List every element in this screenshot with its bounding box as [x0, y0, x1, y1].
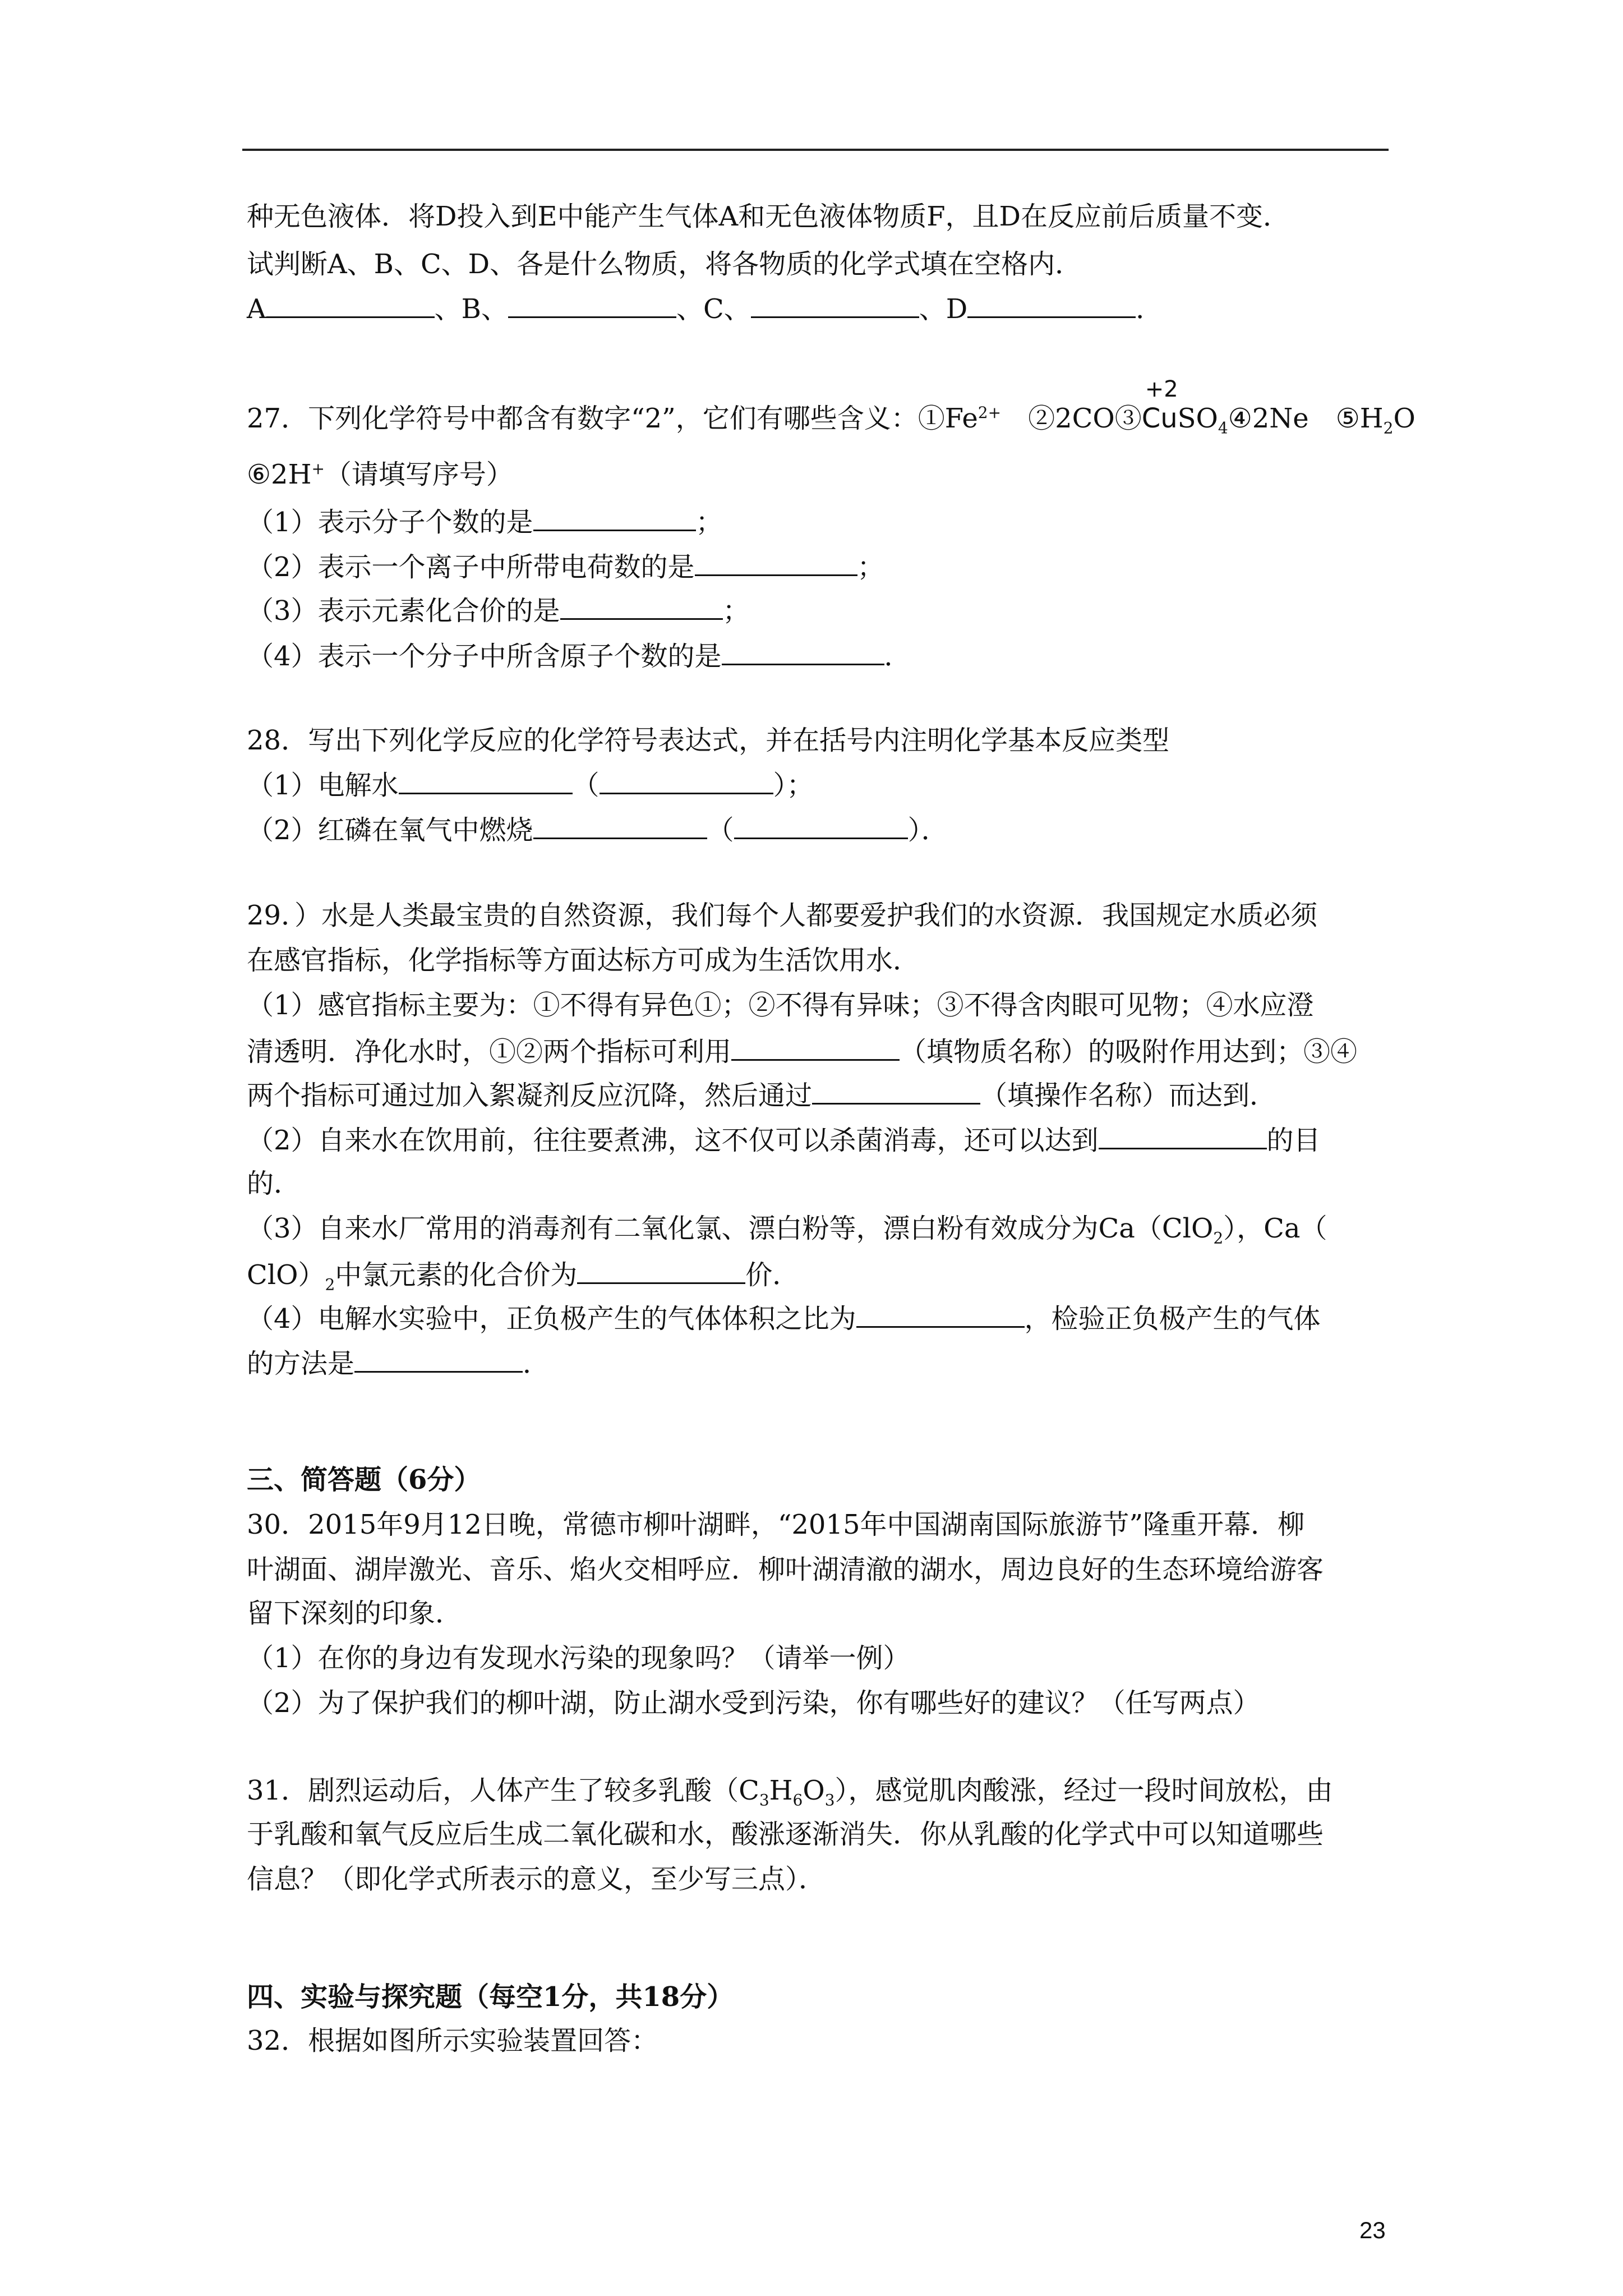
section-3-title: 三、简答题（6分）	[247, 1464, 481, 1496]
q29-line2: 在感官指标，化学指标等方面达标方可成为生活饮用水．	[247, 945, 920, 976]
cu-valence-symbol: +2 Cu	[1141, 376, 1178, 434]
q31-line2: 于乳酸和氧气反应后生成二氧化碳和水，酸涨逐渐消失．你从乳酸的化学式中可以知道哪些	[247, 1819, 1324, 1850]
q29-line6: （2）自来水在饮用前，往往要煮沸，这不仅可以杀菌消毒，还可以达到 的目	[247, 1125, 1321, 1156]
q26-answer-line: A 、B、 、C、 、D ．	[247, 293, 1163, 325]
q27-blank-3[interactable]	[560, 596, 723, 620]
q28-stem: 28．写出下列化学反应的化学符号表达式，并在括号内注明化学基本反应类型	[247, 725, 1170, 756]
q26-line2: 试判断A、B、C、D、各是什么物质，将各物质的化学式填在空格内．	[247, 249, 1082, 280]
q27-stem: 27．下列化学符号中都含有数字“2”，它们有哪些含义：$①Fe^{2+}$ ②2CO③ +2 CuSO$_4$④2Ne $⑤H_2O$	[247, 376, 1415, 438]
q29-blank-4[interactable]	[577, 1260, 745, 1284]
page-number: 23	[1359, 2217, 1386, 2243]
q28-blank-1a[interactable]	[399, 770, 573, 794]
answer-blank-d[interactable]	[967, 294, 1136, 318]
q29-blank-5[interactable]	[856, 1304, 1025, 1328]
q29-line5: 两个指标可通过加入絮凝剂反应沉降，然后通过 （填操作名称）而达到．	[247, 1080, 1277, 1111]
q27-sub2: （2）表示一个离子中所带电荷数的是 ；	[247, 551, 884, 583]
q27-stem-line2: ⑥2H+（请填写序号）	[247, 459, 513, 490]
q28-blank-2b[interactable]	[734, 815, 908, 839]
q29-line8: （3）自来水厂常用的消毒剂有二氧化氯、漂白粉等，漂白粉有效成分为Ca（ClO$_2$），Ca（	[247, 1213, 1327, 1248]
q30-line1: 30．2015年9月12日晚，常德市柳叶湖畔，“2015年中国湖南国际旅游节”隆重开幕．柳	[247, 1509, 1305, 1540]
q27-blank-2[interactable]	[695, 552, 857, 576]
q31-line3: 信息？（即化学式所表示的意义，至少写三点）．	[247, 1864, 826, 1895]
q29-blank-3[interactable]	[1099, 1125, 1267, 1149]
header-rule	[242, 149, 1389, 151]
q26-line1: 种无色液体．将D投入到E中能产生气体A和无色液体物质F，且D在反应前后质量不变．	[247, 201, 1290, 232]
q29-line10: （4）电解水实验中，正负极产生的气体体积之比为 ，检验正负极产生的气体	[247, 1303, 1321, 1335]
q29-line9: $ClO)_2$中氯元素的化合价为 价．	[247, 1259, 800, 1294]
q29-blank-1[interactable]	[731, 1037, 900, 1061]
q28-blank-1b[interactable]	[600, 770, 773, 794]
q29-line11: 的方法是 ．	[247, 1348, 550, 1379]
q29-blank-2[interactable]	[812, 1080, 980, 1105]
section-4-title: 四、实验与探究题（每空1分，共18分）	[247, 1981, 734, 2013]
q27-sub4: （4）表示一个分子中所含原子个数的是 ．	[247, 641, 911, 672]
q29-line7: 的．	[247, 1168, 301, 1199]
q27-blank-4[interactable]	[722, 641, 884, 665]
q28-sub1: （1）电解水 （ ）；	[247, 770, 814, 801]
q31-line1: 31．剧烈运动后，人体产生了较多乳酸$(C_3H_6O_3)$，感觉肌肉酸涨，经过一段时间放松，由	[247, 1775, 1333, 1810]
q29-line4: 清透明．净化水时，①②两个指标可利用 （填物质名称）的吸附作用达到；③④	[247, 1036, 1358, 1068]
answer-blank-a[interactable]	[266, 294, 435, 318]
answer-blank-c[interactable]	[751, 294, 919, 318]
q30-line2: 叶湖面、湖岸激光、音乐、焰火交相呼应．柳叶湖清澈的湖水，周边良好的生态环境给游客	[247, 1554, 1324, 1585]
answer-blank-b[interactable]	[508, 294, 676, 318]
q27-blank-1[interactable]	[533, 507, 696, 531]
q30-sub1: （1）在你的身边有发现水污染的现象吗？（请举一例）	[247, 1642, 910, 1674]
q30-line3: 留下深刻的印象．	[247, 1598, 463, 1629]
q27-sub1: （1）表示分子个数的是 ；	[247, 507, 723, 538]
q29-blank-6[interactable]	[354, 1349, 523, 1373]
q28-sub2: （2）红磷在氧气中燃烧 （ ）．	[247, 815, 948, 846]
q30-sub2: （2）为了保护我们的柳叶湖，防止湖水受到污染，你有哪些好的建议？（任写两点）	[247, 1687, 1260, 1719]
q27-sub3: （3）表示元素化合价的是 ；	[247, 595, 750, 627]
q29-line1: 29．）水是人类最宝贵的自然资源，我们每个人都要爱护我们的水资源．我国规定水质必须	[247, 900, 1318, 931]
q32-line1: 32．根据如图所示实验装置回答：	[247, 2025, 658, 2056]
q28-blank-2a[interactable]	[533, 815, 707, 839]
q29-line3: （1）感官指标主要为：①不得有异色①；②不得有异味；③不得含肉眼可见物；④水应澄	[247, 990, 1314, 1021]
